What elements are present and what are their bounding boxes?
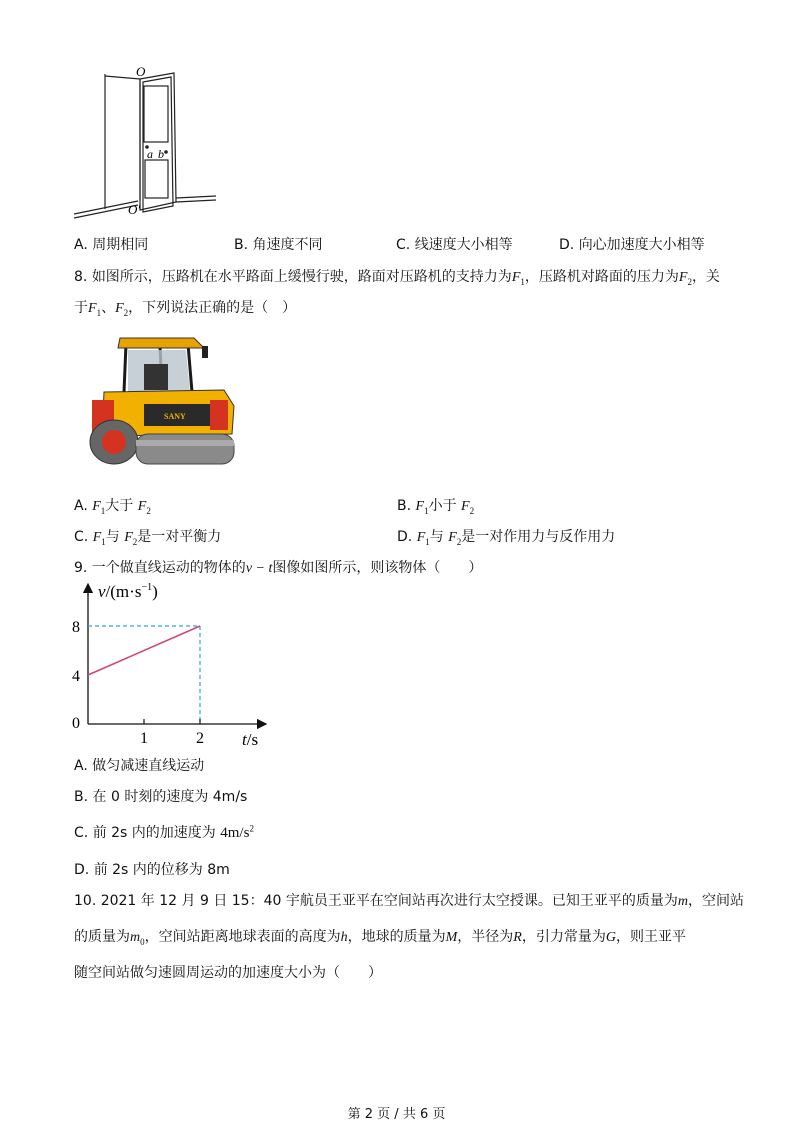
door-label-o-prime: O′	[128, 202, 141, 217]
x-tick-label: 1	[140, 730, 148, 747]
y-axis-label: $v/(m\cdot s^{-1})$	[98, 582, 158, 601]
door-label-o: O	[136, 64, 146, 79]
q7-option-a[interactable]: A. 周期相同	[74, 237, 149, 253]
door-label-b: b	[158, 147, 164, 161]
q7-option-c[interactable]: C. 线速度大小相等	[396, 237, 513, 253]
road-roller-image	[84, 334, 240, 468]
x-axis-label: t/s	[242, 730, 259, 749]
q7-option-d[interactable]: D. 向心加速度大小相等	[559, 237, 705, 253]
q8-option-a[interactable]: A. $F_1$大于 $F_2$	[74, 498, 151, 516]
roller-brand-label: SANY	[164, 412, 186, 421]
q9-option-c[interactable]: C. 前 2s 内的加速度为 $4m/s^2$	[74, 823, 254, 841]
y-tick-label: 4	[72, 668, 80, 685]
page-footer: 第 2 页 / 共 6 页	[347, 1107, 446, 1122]
door-label-a: a	[147, 147, 153, 161]
y-tick-label: 0	[72, 715, 80, 732]
door-figure	[68, 64, 223, 224]
q8-stem-line2: 于$F_1$、$F_2$，下列说法正确的是（ ）	[74, 300, 297, 318]
q9-stem: 9. 一个做直线运动的物体的v − t图像如图所示，则该物体（ ）	[74, 560, 483, 576]
q10-stem-line3: 随空间站做匀速圆周运动的加速度大小为（ ）	[74, 965, 382, 981]
series-line	[88, 626, 200, 675]
q9-option-a[interactable]: A. 做匀减速直线运动	[74, 758, 205, 774]
x-tick-label: 2	[196, 730, 204, 747]
point-b-dot	[164, 150, 168, 154]
q8-option-c[interactable]: C. $F_1$与 $F_2$是一对平衡力	[74, 529, 222, 547]
q9-option-d[interactable]: D. 前 2s 内的位移为 8m	[74, 862, 230, 878]
q9-option-b[interactable]: B. 在 0 时刻的速度为 4m/s	[74, 789, 248, 805]
y-tick-label: 8	[72, 619, 80, 636]
q10-stem-line1: 10. 2021 年 12 月 9 日 15：40 宇航员王亚平在空间站再次进行太空授课。已知王亚平的质量为m，空间站	[74, 893, 744, 909]
vt-chart	[60, 578, 275, 750]
q8-stem-line1: 8. 如图所示，压路机在水平路面上缓慢行驶，路面对压路机的支持力为$F_1$，压路机对路面的压力为$F_2$，关	[74, 269, 720, 287]
q8-option-d[interactable]: D. $F_1$与 $F_2$是一对作用力与反作用力	[397, 529, 616, 547]
q7-option-b[interactable]: B. 角速度不同	[234, 237, 323, 253]
q8-option-b[interactable]: B. $F_1$小于 $F_2$	[397, 498, 475, 516]
q10-stem-line2: 的质量为$m_0$，空间站距离地球表面的高度为h，地球的质量为M，半径为R，引力常量为G，则王亚平	[74, 929, 686, 947]
